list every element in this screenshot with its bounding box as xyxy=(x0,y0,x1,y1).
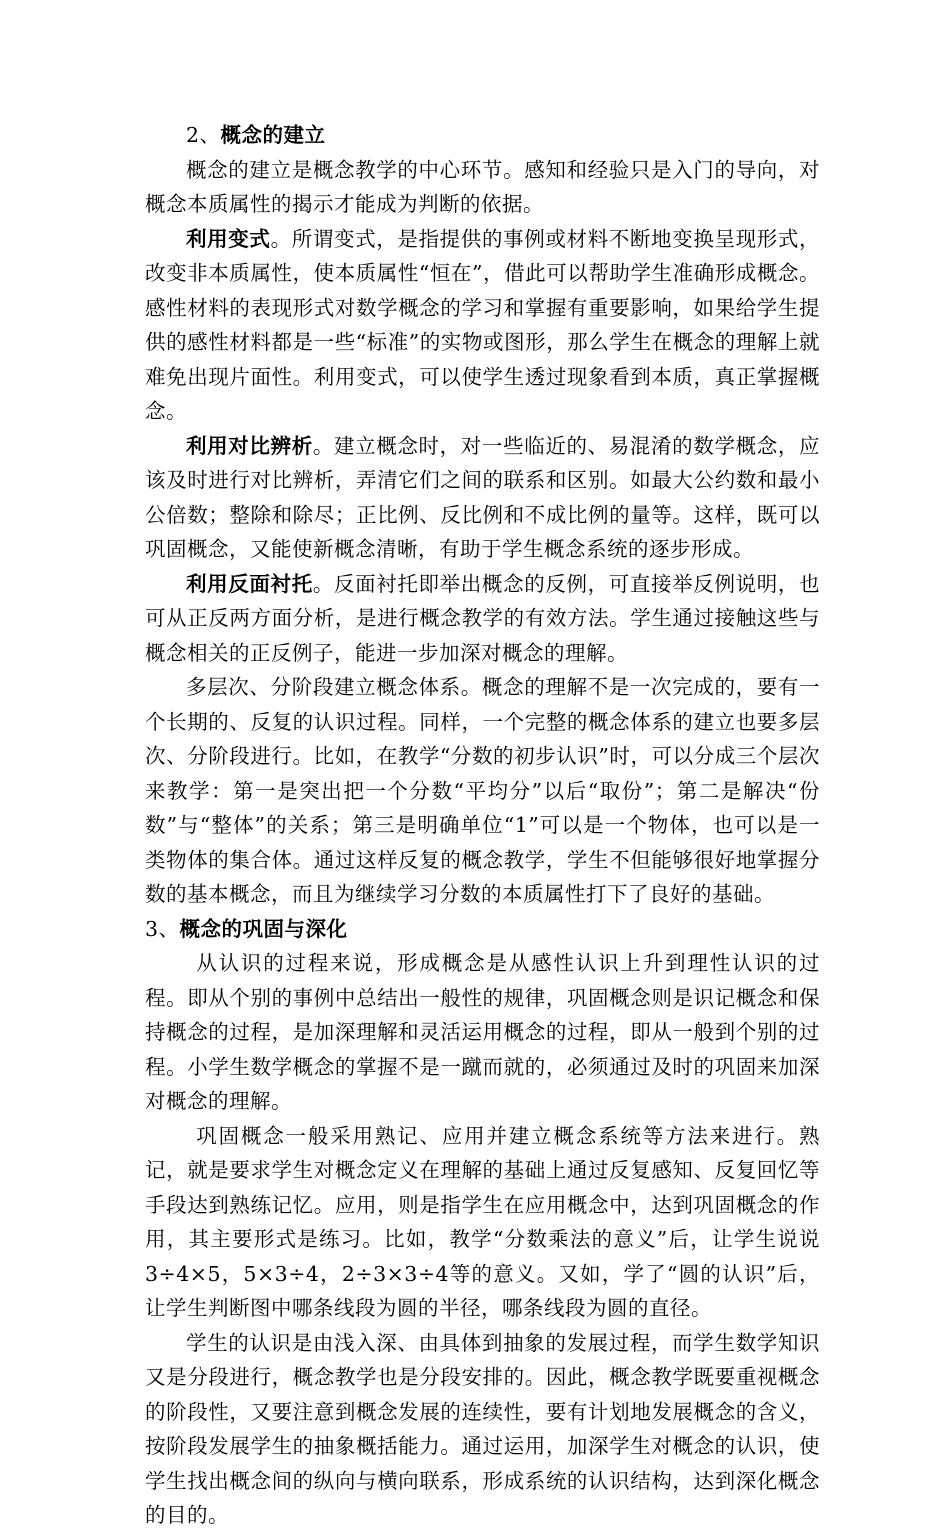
section-2-paragraph-1: 概念的建立是概念教学的中心环节。感知和经验只是入门的导向，对概念本质属性的揭示才能成为判断的依据。 xyxy=(145,157,820,216)
variation-lead: 利用变式 xyxy=(186,226,271,251)
section-2-paragraph-2 xyxy=(145,222,820,429)
section-3-number: 3、 xyxy=(145,916,180,941)
section-3-paragraph-2: 巩固概念一般采用熟记、应用并建立概念系统等方法来进行。熟记，就是要求学生对概念定义在理解的基础上通过反复感知、反复回忆等手段达到熟练记忆。应用，则是指学生在应用概念中，达到巩固概念的作用，其主要形式是练习。比如，教学“分数乘法的意义”后，让学生说说3÷4×5，5×3÷4，2÷3×3÷4等的意义。又如，学了“圆的认识”后，让学生判断图中哪条线段为圆的半径，哪条线段为圆的直径。 xyxy=(145,1123,820,1320)
variation-text: 。所谓变式，是指提供的事例或材料不断地变换呈现形式，改变非本质属性，使本质属性“恒在”，借此可以帮助学生准确形成概念。感性材料的表现形式对数学概念的学习和掌握有重要影响，如果给学生提供的感性材料都是一些“标准”的实物或图形，那么学生在概念的理解上就难免出现片面性。利用变式，可以使学生透过现象看到本质，真正掌握概念。 xyxy=(145,226,821,423)
section-2-paragraph-4 xyxy=(145,567,820,671)
section-3-paragraph-3: 学生的认识是由浅入深、由具体到抽象的发展过程，而学生数学知识又是分段进行，概念教学也是分段安排的。因此，概念教学既要重视概念的阶段性，又要注意到概念发展的连续性，要有计划地发展概念的含义，按阶段发展学生的抽象概括能力。通过运用，加深学生对概念的认识，使学生找出概念间的纵向与横向联系，形成系统的认识结构，达到深化概念的目的。 xyxy=(145,1330,820,1527)
section-2-paragraph-3 xyxy=(145,429,820,567)
section-2-paragraph-5: 多层次、分阶段建立概念体系。概念的理解不是一次完成的，要有一个长期的、反复的认识过程。同样，一个完整的概念体系的建立也要多层次、分阶段进行。比如，在教学“分数的初步认识”时，可以分成三个层次来教学：第一是突出把一个分数“平均分”以后“取份”；第二是解决“份数”与“整体”的关系；第三是明确单位“1”可以是一个物体，也可以是一类物体的集合体。通过这样反复的概念教学，学生不但能够很好地掌握分数的基本概念，而且为继续学习分数的本质属性打下了良好的基础。 xyxy=(145,675,820,906)
section-3-paragraph-1: 从认识的过程来说，形成概念是从感性认识上升到理性认识的过程。即从个别的事例中总结出一般性的规律，巩固概念则是识记概念和保持概念的过程，是加深理解和灵活运用概念的过程，即从一般到个别的过程。小学生数学概念的掌握不是一蹴而就的，必须通过及时的巩固来加深对概念的理解。 xyxy=(145,951,820,1113)
section-3-title: 概念的巩固与深化 xyxy=(179,916,348,941)
document-body xyxy=(145,118,820,1533)
section-2-title: 概念的建立 xyxy=(220,123,326,147)
section-2-number: 2、 xyxy=(186,123,221,147)
contrast-text: 。建立概念时，对一些临近的、易混淆的数学概念，应该及时进行对比辨析，弄清它们之间的联系和区别。如最大公约数和最小公倍数；整除和除尽；正比例、反比例和不成比例的量等。这样，既可以巩固概念，又能使新概念清晰，有助于学生概念系统的逐步形成。 xyxy=(145,433,820,561)
section-2-heading xyxy=(145,118,820,153)
counterexample-lead: 利用反面衬托 xyxy=(186,571,313,596)
counterexample-text: 。反面衬托即举出概念的反例，可直接举反例说明，也可从正反两方面分析，是进行概念教学的有效方法。学生通过接触这些与概念相关的正反例子，能进一步加深对概念的理解。 xyxy=(145,571,820,665)
contrast-lead: 利用对比辨析 xyxy=(186,433,313,458)
section-3-heading xyxy=(145,912,820,947)
